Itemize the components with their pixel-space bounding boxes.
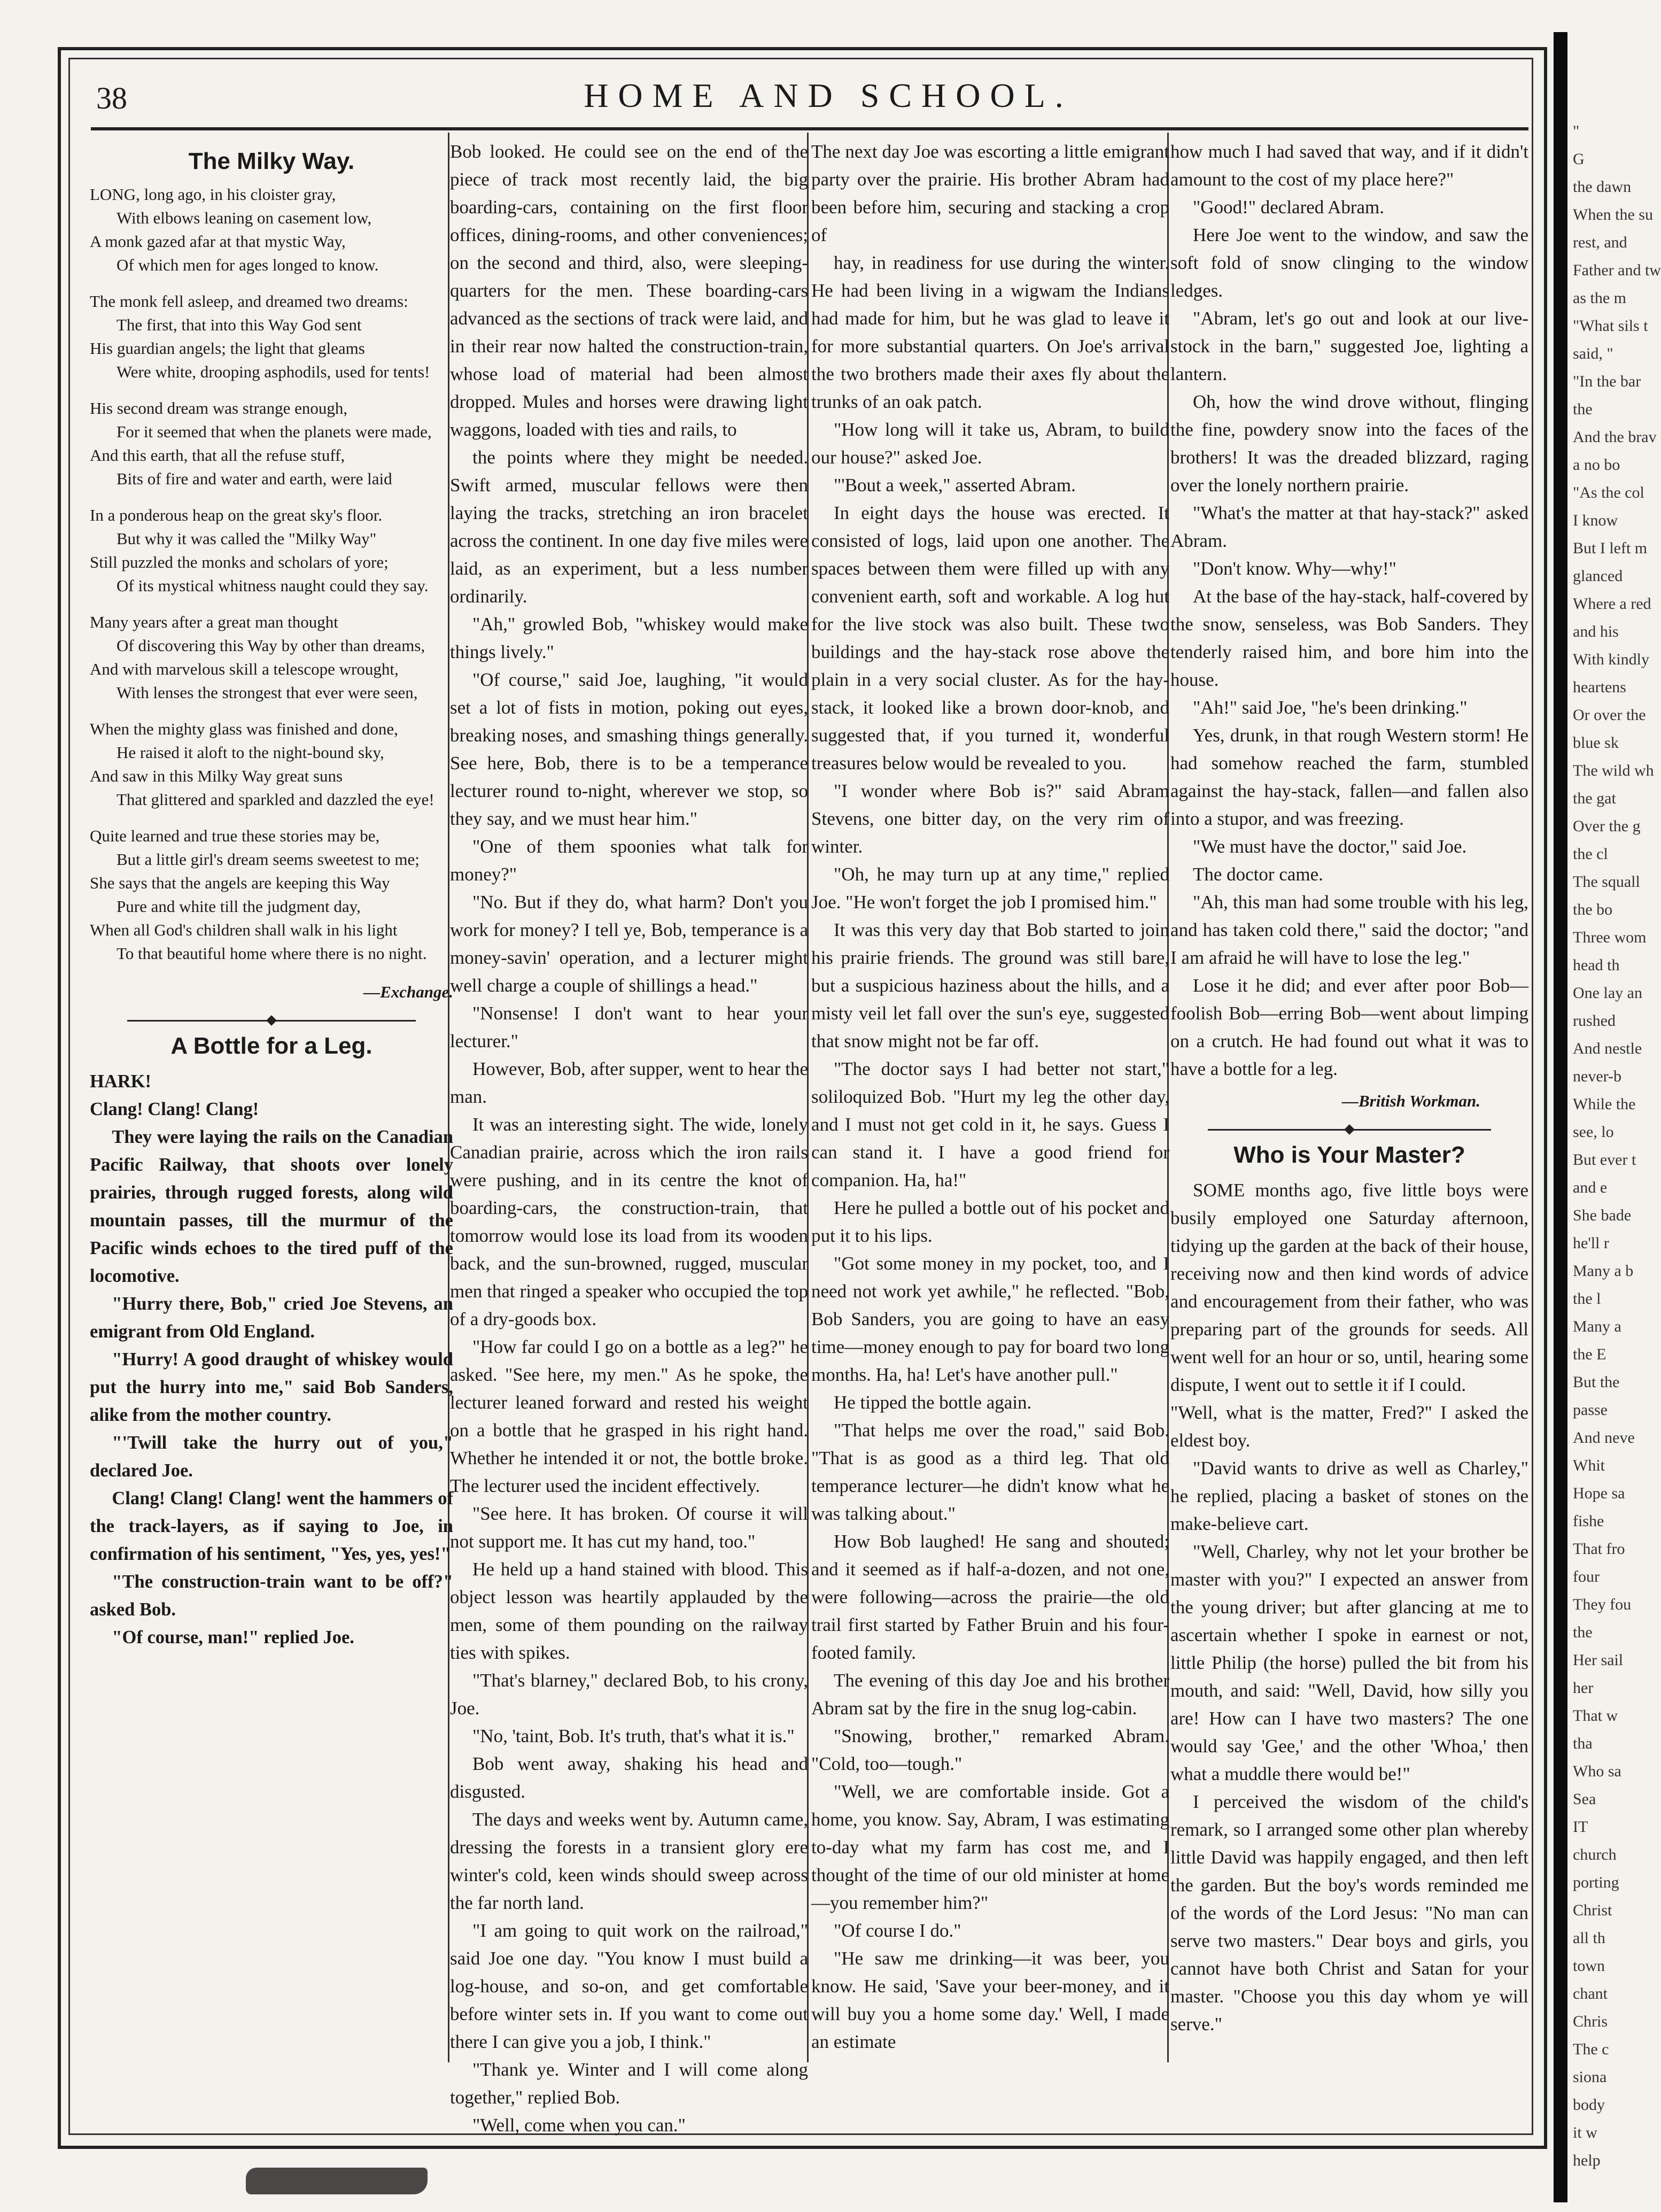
fragment-line: never-b (1573, 1068, 1622, 1085)
paragraph: The days and weeks went by. Autumn came, dressing the forests in a transient glory ere winter's cold, keen winds should sweep across the far north land. (450, 1809, 808, 1913)
article-body-master (1170, 1177, 1528, 2038)
paragraph: "Good!" declared Abram. (1193, 197, 1385, 218)
article-body-bottle-part4 (1170, 138, 1528, 1083)
adjacent-page-edge (1547, 0, 1661, 2212)
poem-line: Many years after a great man thought (90, 613, 338, 631)
paragraph: Here Joe went to the window, and saw the soft fold of snow clinging to the window ledges. (1170, 225, 1528, 301)
poem-line: And with marvelous skill a telescope wrought, (90, 660, 399, 678)
fragment-line: The wild wh (1573, 762, 1654, 779)
paragraph: The evening of this day Joe and his brother Abram sat by the fire in the snug log-cabin. (811, 1670, 1169, 1719)
column-1 (90, 138, 453, 2062)
paragraph: "Hurry! A good draught of whiskey would put the hurry into me," said Bob Sanders, alike from the mother country. (90, 1349, 453, 1425)
poem-line: Of which men for ages longed to know. (117, 256, 379, 274)
paragraph: "'Twill take the hurry out of you," declared Joe. (90, 1433, 453, 1481)
poem-line: His guardian angels; the light that gleams (90, 339, 365, 358)
poem-line: When the mighty glass was finished and done, (90, 720, 398, 738)
fragment-line: fishe (1573, 1512, 1604, 1530)
fragment-line: But ever t (1573, 1151, 1636, 1169)
fragment-line: But the (1573, 1373, 1620, 1391)
fragment-line: chant (1573, 1985, 1608, 2002)
paragraph: Bob went away, shaking his head and disgusted. (450, 1753, 808, 1802)
fragment-line: Father and tw (1573, 261, 1661, 279)
paragraph: "Well, come when you can." (472, 2115, 686, 2136)
paragraph: "Well, Charley, why not let your brother be master with you?" I expected an answer from the young driver; but after glancing at me to ascertain whether I spoke in earnest or not, little Philip (the horse) pulled the bit from his mouth, and said: "Well, David, how silly you are! How can I have two masters? The one would say 'Gee,' and the other 'Whoa,' then what a muddle there would be!" (1170, 1541, 1528, 1784)
poem-credit: —Exchange. (363, 983, 453, 1001)
fragment-line: heartens (1573, 678, 1626, 696)
fragment-line: see, lo (1573, 1123, 1614, 1141)
fragment-line: said, " (1573, 345, 1613, 362)
paragraph: "Got some money in my pocket, too, and I need not work yet awhile," he reflected. "Bob, Bob Sanders, you are going to have an easy time—money enough to pay for board two long months. Ha, ha! Let's have another pull." (811, 1253, 1169, 1385)
paragraph: It was an interesting sight. The wide, lonely Canadian prairie, across which the iron rails were pushing, and in its centre the knot of boarding-cars, the construction-train, that tomorrow would lose its load from its wooden back, and the sun-browned, rugged, muscular men that ringed a speaker who occupied the top of a dry-goods box. (450, 1114, 808, 1329)
fragment-line: And neve (1573, 1429, 1635, 1447)
paragraph: "The doctor says I had better not start," soliloquized Bob. "Hurt my leg the other day, and I must not get cold in it, he says. Guess I can stand it. I have a good friend for companion. Ha, ha!" (811, 1058, 1169, 1190)
poem-line: His second dream was strange enough, (90, 399, 348, 417)
fragment-line: siona (1573, 2068, 1607, 2086)
fragment-line: the (1573, 400, 1593, 418)
fragment-line: tha (1573, 1735, 1593, 1752)
paragraph: The doctor came. (1193, 864, 1323, 885)
paragraph: "Oh, he may turn up at any time," replied Joe. "He won't forget the job I promised him." (811, 864, 1169, 912)
fragment-line: Or over the (1573, 706, 1646, 724)
poem-stanza (90, 397, 453, 491)
paragraph: hay, in readiness for use during the winter. He had been living in a wigwam the Indians had made for him, but he was glad to leave it for more substantial quarters. On Joe's arrival the two brothers made their axes fly about the trunks of an oak patch. (811, 252, 1169, 412)
paragraph: "Ah, this man had some trouble with his leg, and has taken cold there," said the doctor; "and I am afraid he will have to lose the leg." (1170, 892, 1528, 968)
paragraph: "David wants to drive as well as Charley," he replied, placing a basket of stones on the make-believe cart. (1170, 1458, 1528, 1534)
fragment-line: the E (1573, 1345, 1606, 1363)
paragraph: how much I had saved that way, and if it didn't amount to the cost of my place here?" (1170, 141, 1528, 190)
fragment-line: Chris (1573, 2013, 1608, 2030)
fragment-line: Sea (1573, 1790, 1596, 1808)
fragment-line: G (1573, 150, 1585, 168)
fragment-line: her (1573, 1679, 1594, 1697)
fragment-line: The squall (1573, 873, 1640, 891)
poem-stanza (90, 290, 453, 384)
poem-line: And this earth, that all the refuse stuff, (90, 446, 345, 465)
paragraph: "One of them spoonies what talk for money?" (450, 836, 808, 885)
fragment-line: "What sils t (1573, 317, 1648, 335)
poem-stanza (90, 183, 453, 277)
paragraph: "Ah," growled Bob, "whiskey would make things lively." (450, 614, 808, 662)
fragment-line: the dawn (1573, 178, 1632, 196)
poem-line: Of its mystical whitness naught could they say. (117, 576, 429, 595)
fragment-line: The c (1573, 2040, 1609, 2058)
fragment-line: the gat (1573, 790, 1616, 807)
paragraph: "Don't know. Why—why!" (1193, 558, 1396, 579)
fragment-line: porting (1573, 1874, 1619, 1891)
paragraph: "Snowing, brother," remarked Abram. "Cold, too—tough." (811, 1726, 1169, 1774)
paragraph: "'Bout a week," asserted Abram. (834, 475, 1076, 496)
column-4 (1170, 138, 1528, 2062)
fragment-line: the l (1573, 1290, 1601, 1308)
fragment-line: That fro (1573, 1540, 1625, 1558)
fragment-line: the (1573, 1623, 1593, 1641)
poem-line: To that beautiful home where there is no night. (117, 944, 427, 963)
fragment-line: She bade (1573, 1206, 1632, 1224)
paragraph: In eight days the house was erected. It consisted of logs, laid upon one another. The spaces between them were filled up with any convenient earth, soft and workable. A log hut for the live stock was also built. These two buildings and the hay-stack rose above the plain in a very social cluster. As for the hay-stack, it looked like a brown door-knob, and suggested that, if you turned it, wonderful treasures below would be revealed to you. (811, 502, 1169, 774)
fragment-line: "As the col (1573, 484, 1644, 501)
article-body-bottle-part3 (811, 138, 1169, 2056)
fragment-line: town (1573, 1957, 1605, 1975)
fragment-line: While the (1573, 1095, 1636, 1113)
poem-line: But why it was called the "Milky Way" (117, 529, 377, 548)
paragraph: Clang! Clang! Clang! (90, 1099, 259, 1119)
fragment-line: "In the bar (1573, 373, 1641, 390)
paragraph: "No, 'taint, Bob. It's truth, that's what it is." (472, 1726, 795, 1746)
paragraph: "I am going to quit work on the railroad," said Joe one day. "You know I must build a log-house, and so-on, and get comfortable before winter sets in. If you want to come out there I can give you a job, I think." (450, 1920, 808, 2052)
fragment-line: head th (1573, 956, 1620, 974)
paragraph: "Well, what is the matter, Fred?" I asked the eldest boy. (1170, 1402, 1528, 1451)
fragment-line: I know (1573, 512, 1618, 529)
paragraph: "The construction-train want to be off?" asked Bob. (90, 1572, 453, 1620)
fragment-line: IT (1573, 1818, 1588, 1836)
poem-line: And saw in this Milky Way great suns (90, 767, 343, 785)
running-head: HOME AND SCHOOL. (584, 76, 1073, 114)
separator-rule (1208, 1129, 1491, 1132)
poem-stanza (90, 824, 453, 965)
paragraph: "Abram, let's go out and look at our live-stock in the barn," suggested Joe, lighting a lantern. (1170, 308, 1528, 384)
fragment-line: And the brav (1573, 428, 1657, 446)
poem-line: She says that the angels are keeping this Way (90, 873, 390, 892)
fragment-line: They fou (1573, 1596, 1632, 1613)
binding-shadow (1554, 32, 1567, 2202)
fragment-line: Many a (1573, 1318, 1621, 1335)
poem-line: Pure and white till the judgment day, (117, 897, 361, 916)
poem-line: With lenses the strongest that ever were seen, (117, 683, 418, 702)
fragment-line: and e (1573, 1179, 1608, 1196)
fragment-line: the bo (1573, 901, 1613, 918)
paragraph: "Well, we are comfortable inside. Got a home, you know. Say, Abram, I was estimating to-day what my farm has cost me, and I thought of the time of our old minister at home—you remember him?" (811, 1781, 1169, 1913)
paragraph: "How long will it take us, Abram, to build our house?" asked Joe. (811, 419, 1169, 468)
paragraph: "I wonder where Bob is?" said Abram Stevens, one bitter day, on the very rim of winter. (811, 780, 1169, 857)
poem-line: In a ponderous heap on the great sky's floor. (90, 506, 383, 524)
paragraph: the points where they might be needed. Swift armed, muscular fellows were then laying the tracks, stretching an iron bracelet across the continent. In one day five miles were laid, as an experiment, but a less number ordinarily. (450, 447, 808, 607)
poem-line: Still puzzled the monks and scholars of yore; (90, 553, 389, 571)
paragraph: "Of course," said Joe, laughing, "it would set a lot of fists in motion, poking out eyes, breaking noses, and smashing things generally. See here, Bob, there is to be a temperance lecturer round to-night, wherever we stop, so they say, and we must hear him." (450, 669, 808, 829)
fragment-line: four (1573, 1568, 1600, 1585)
poem-line: For it seemed that when the planets were made, (117, 422, 432, 441)
fragment-line: passe (1573, 1401, 1608, 1419)
paragraph: He tipped the bottle again. (834, 1392, 1032, 1413)
paragraph: "Thank ye. Winter and I will come along together," replied Bob. (450, 2059, 808, 2108)
paragraph: Lose it he did; and ever after poor Bob—foolish Bob—erring Bob—went about limping on a crutch. He had found out what it was to have a bottle for a leg. (1170, 975, 1528, 1079)
paragraph: "That's blarney," declared Bob, to his crony, Joe. (450, 1670, 808, 1719)
fragment-line: Many a b (1573, 1262, 1634, 1280)
fragment-line: Who sa (1573, 1762, 1621, 1780)
poem-line: Quite learned and true these stories may be, (90, 826, 380, 845)
article-credit-bottle: —British Workman. (1341, 1092, 1480, 1110)
paragraph: Oh, how the wind drove without, flinging the fine, powdery snow into the faces of the brothers! It was the dreaded blizzard, raging over the lonely northern prairie. (1170, 391, 1528, 496)
paragraph: "What's the matter at that hay-stack?" asked Abram. (1170, 502, 1528, 551)
paragraph: "That helps me over the road," said Bob. "That is as good as a third leg. That old temperance lecturer—he didn't know what he was talking about." (811, 1420, 1169, 1524)
paragraph: They were laying the rails on the Canadian Pacific Railway, that shoots over lonely prairies, through rugged forests, along wild mountain passes, till the murmur of the Pacific winds echoes to the tired puff of the locomotive. (90, 1127, 453, 1286)
article-title-bottle: A Bottle for a Leg. (170, 1033, 372, 1059)
fragment-line: Whit (1573, 1457, 1605, 1474)
fragment-line: help (1573, 2152, 1601, 2169)
adjacent-page-text (1573, 118, 1661, 2175)
paragraph: Here he pulled a bottle out of his pocket and put it to his lips. (811, 1197, 1169, 1246)
poem-line: With elbows leaning on casement low, (117, 208, 372, 227)
paragraph: "We must have the doctor," said Joe. (1193, 836, 1467, 857)
fragment-line: body (1573, 2096, 1605, 2114)
fragment-line: That w (1573, 1707, 1618, 1724)
paragraph: However, Bob, after supper, went to hear the man. (450, 1058, 808, 1107)
poem-line: When all God's children shall walk in his light (90, 921, 398, 939)
fragment-line: With kindly (1573, 651, 1649, 668)
paragraph: How Bob laughed! He sang and shouted; and it seemed as if half-a-dozen, and not one, were following—across the prairie—the old trail first started by Father Bruin and his four-footed family. (811, 1531, 1169, 1663)
poem-line: Were white, drooping asphodils, used for tents! (117, 362, 430, 381)
header-rule (91, 127, 1528, 130)
article-title-milky-way: The Milky Way. (188, 148, 355, 174)
poem-line: But a little girl's dream seems sweetest to me; (117, 850, 420, 869)
fragment-line: Christ (1573, 1901, 1612, 1919)
poem-line: A monk gazed afar at that mystic Way, (90, 232, 346, 251)
fragment-line: Her sail (1573, 1651, 1624, 1669)
fragment-line: " (1573, 122, 1580, 140)
page-number: 38 (96, 81, 127, 115)
fragment-line: Three wom (1573, 929, 1647, 946)
paragraph: Bob looked. He could see on the end of the piece of track most recently laid, the big boarding-cars, containing on the first floor offices, dining-rooms, and other conveniences; on the second and third, also, were sleeping-quarters for the men. These boarding-cars advanced as the sections of track were laid, and in their rear now halted the construction-train, whose load of material had been almost dropped. Mules and horses were drawing light waggons, loaded with ties and rails, to (450, 141, 808, 440)
poem-stanza (90, 717, 453, 811)
poem-line: That glittered and sparkled and dazzled the eye! (117, 790, 434, 809)
fragment-line: and his (1573, 623, 1619, 640)
poem-milky-way (90, 183, 453, 965)
paragraph: I perceived the wisdom of the child's remark, so I arranged some other plan whereby little David was happily engaged, and then left the garden. But the boy's words reminded me of the words of the Lord Jesus: "No man can serve two masters." Dear boys and girls, you cannot have both Christ and Satan for your master. "Choose you this day whom ye will serve." (1170, 1791, 1528, 2035)
paragraph: "Of course, man!" replied Joe. (112, 1627, 354, 1648)
ink-smudge (246, 2168, 428, 2194)
paragraph: "He saw me drinking—it was beer, you know. He said, 'Save your beer-money, and it will buy you a home some day.' Well, I made an estimate (811, 1948, 1169, 2052)
paragraph: HARK! (90, 1071, 151, 1092)
fragment-line: Over the g (1573, 817, 1641, 835)
poem-line: Bits of fire and water and earth, were laid (117, 469, 392, 488)
separator-rule (127, 1020, 416, 1023)
fragment-line: Where a red (1573, 595, 1651, 613)
fragment-line: But I left m (1573, 539, 1648, 557)
fragment-line: Hope sa (1573, 1484, 1625, 1502)
fragment-line: rushed (1573, 1012, 1616, 1030)
poem-line: The first, that into this Way God sent (117, 315, 362, 334)
fragment-line: When the su (1573, 206, 1653, 223)
article-body-bottle-part1 (90, 1068, 453, 1651)
fragment-line: the cl (1573, 845, 1608, 863)
paragraph: "No. But if they do, what harm? Don't you work for money? I tell ye, Bob, temperance is a money-savin' operation, and a lecturer might well charge a couple of shillings a head." (450, 892, 808, 996)
paragraph: "Ah!" said Joe, "he's been drinking." (1193, 697, 1468, 718)
column-3 (811, 138, 1169, 2062)
paragraph: The next day Joe was escorting a little emigrant party over the prairie. His brother Abram had been before him, securing and stacking a crop of (811, 141, 1169, 245)
fragment-line: And nestle (1573, 1040, 1642, 1057)
paragraph: "Hurry there, Bob," cried Joe Stevens, an emigrant from Old England. (90, 1294, 453, 1342)
poem-stanza (90, 610, 453, 705)
paragraph: "See here. It has broken. Of course it will not support me. It has cut my hand, too." (450, 1503, 808, 1552)
poem-line: The monk fell asleep, and dreamed two dreams: (90, 292, 408, 311)
paragraph: Yes, drunk, in that rough Western storm! He had somehow reached the farm, stumbled against the hay-stack, fallen—and fallen also into a stupor, and was freezing. (1170, 725, 1528, 829)
fragment-line: glanced (1573, 567, 1623, 585)
paragraph: It was this very day that Bob started to join his prairie friends. The ground was still bare, but a suspicious haziness about the hills, and a misty veil let fall over the sun's eye, suggested that snow might not be far off. (811, 919, 1169, 1051)
fragment-line: all th (1573, 1929, 1605, 1947)
article-title-master: Who is Your Master? (1233, 1142, 1465, 1168)
paragraph: "Of course I do." (834, 1920, 961, 1941)
article-body-bottle-part2 (450, 138, 808, 2139)
poem-line: He raised it aloft to the night-bound sky, (117, 743, 384, 762)
fragment-line: One lay an (1573, 984, 1642, 1002)
poem-stanza (90, 504, 453, 598)
paragraph: SOME months ago, five little boys were busily employed one Saturday afternoon, tidying up the garden at the back of their house, receiving now and then kind words of advice and encouragement from their father, who was preparing part of the grounds for seeds. All went well for an hour or so, until, hearing some dispute, I went out to settle it if I could. (1170, 1180, 1528, 1395)
paragraph: "Nonsense! I don't want to hear your lecturer." (450, 1003, 808, 1051)
paragraph: At the base of the hay-stack, half-covered by the snow, senseless, was Bob Sanders. They tenderly raised him, and bore him into the house. (1170, 586, 1528, 690)
paragraph: Clang! Clang! Clang! went the hammers of the track-layers, as if saying to Joe, in confirmation of his sentiment, "Yes, yes, yes!" (90, 1488, 453, 1564)
paragraph: "How far could I go on a bottle as a leg?" he asked. "See here, my men." As he spoke, the lecturer leaned forward and rested his weight on a bottle that he grasped in his right hand. Whether he intended it or not, the bottle broke. The lecturer used the incident effectively. (450, 1336, 808, 1496)
fragment-line: a no bo (1573, 456, 1620, 474)
fragment-line: as the m (1573, 289, 1626, 307)
paragraph: He held up a hand stained with blood. This object lesson was heartily applauded by the men, some of them pounding on the railway ties with spikes. (450, 1559, 808, 1663)
fragment-line: blue sk (1573, 734, 1619, 752)
fragment-line: rest, and (1573, 234, 1627, 251)
column-2 (450, 138, 808, 2136)
fragment-line: church (1573, 1846, 1617, 1863)
fragment-line: it w (1573, 2124, 1597, 2141)
fragment-line: he'll r (1573, 1234, 1609, 1252)
poem-line: LONG, long ago, in his cloister gray, (90, 185, 336, 204)
poem-line: Of discovering this Way by other than dreams, (117, 636, 425, 655)
